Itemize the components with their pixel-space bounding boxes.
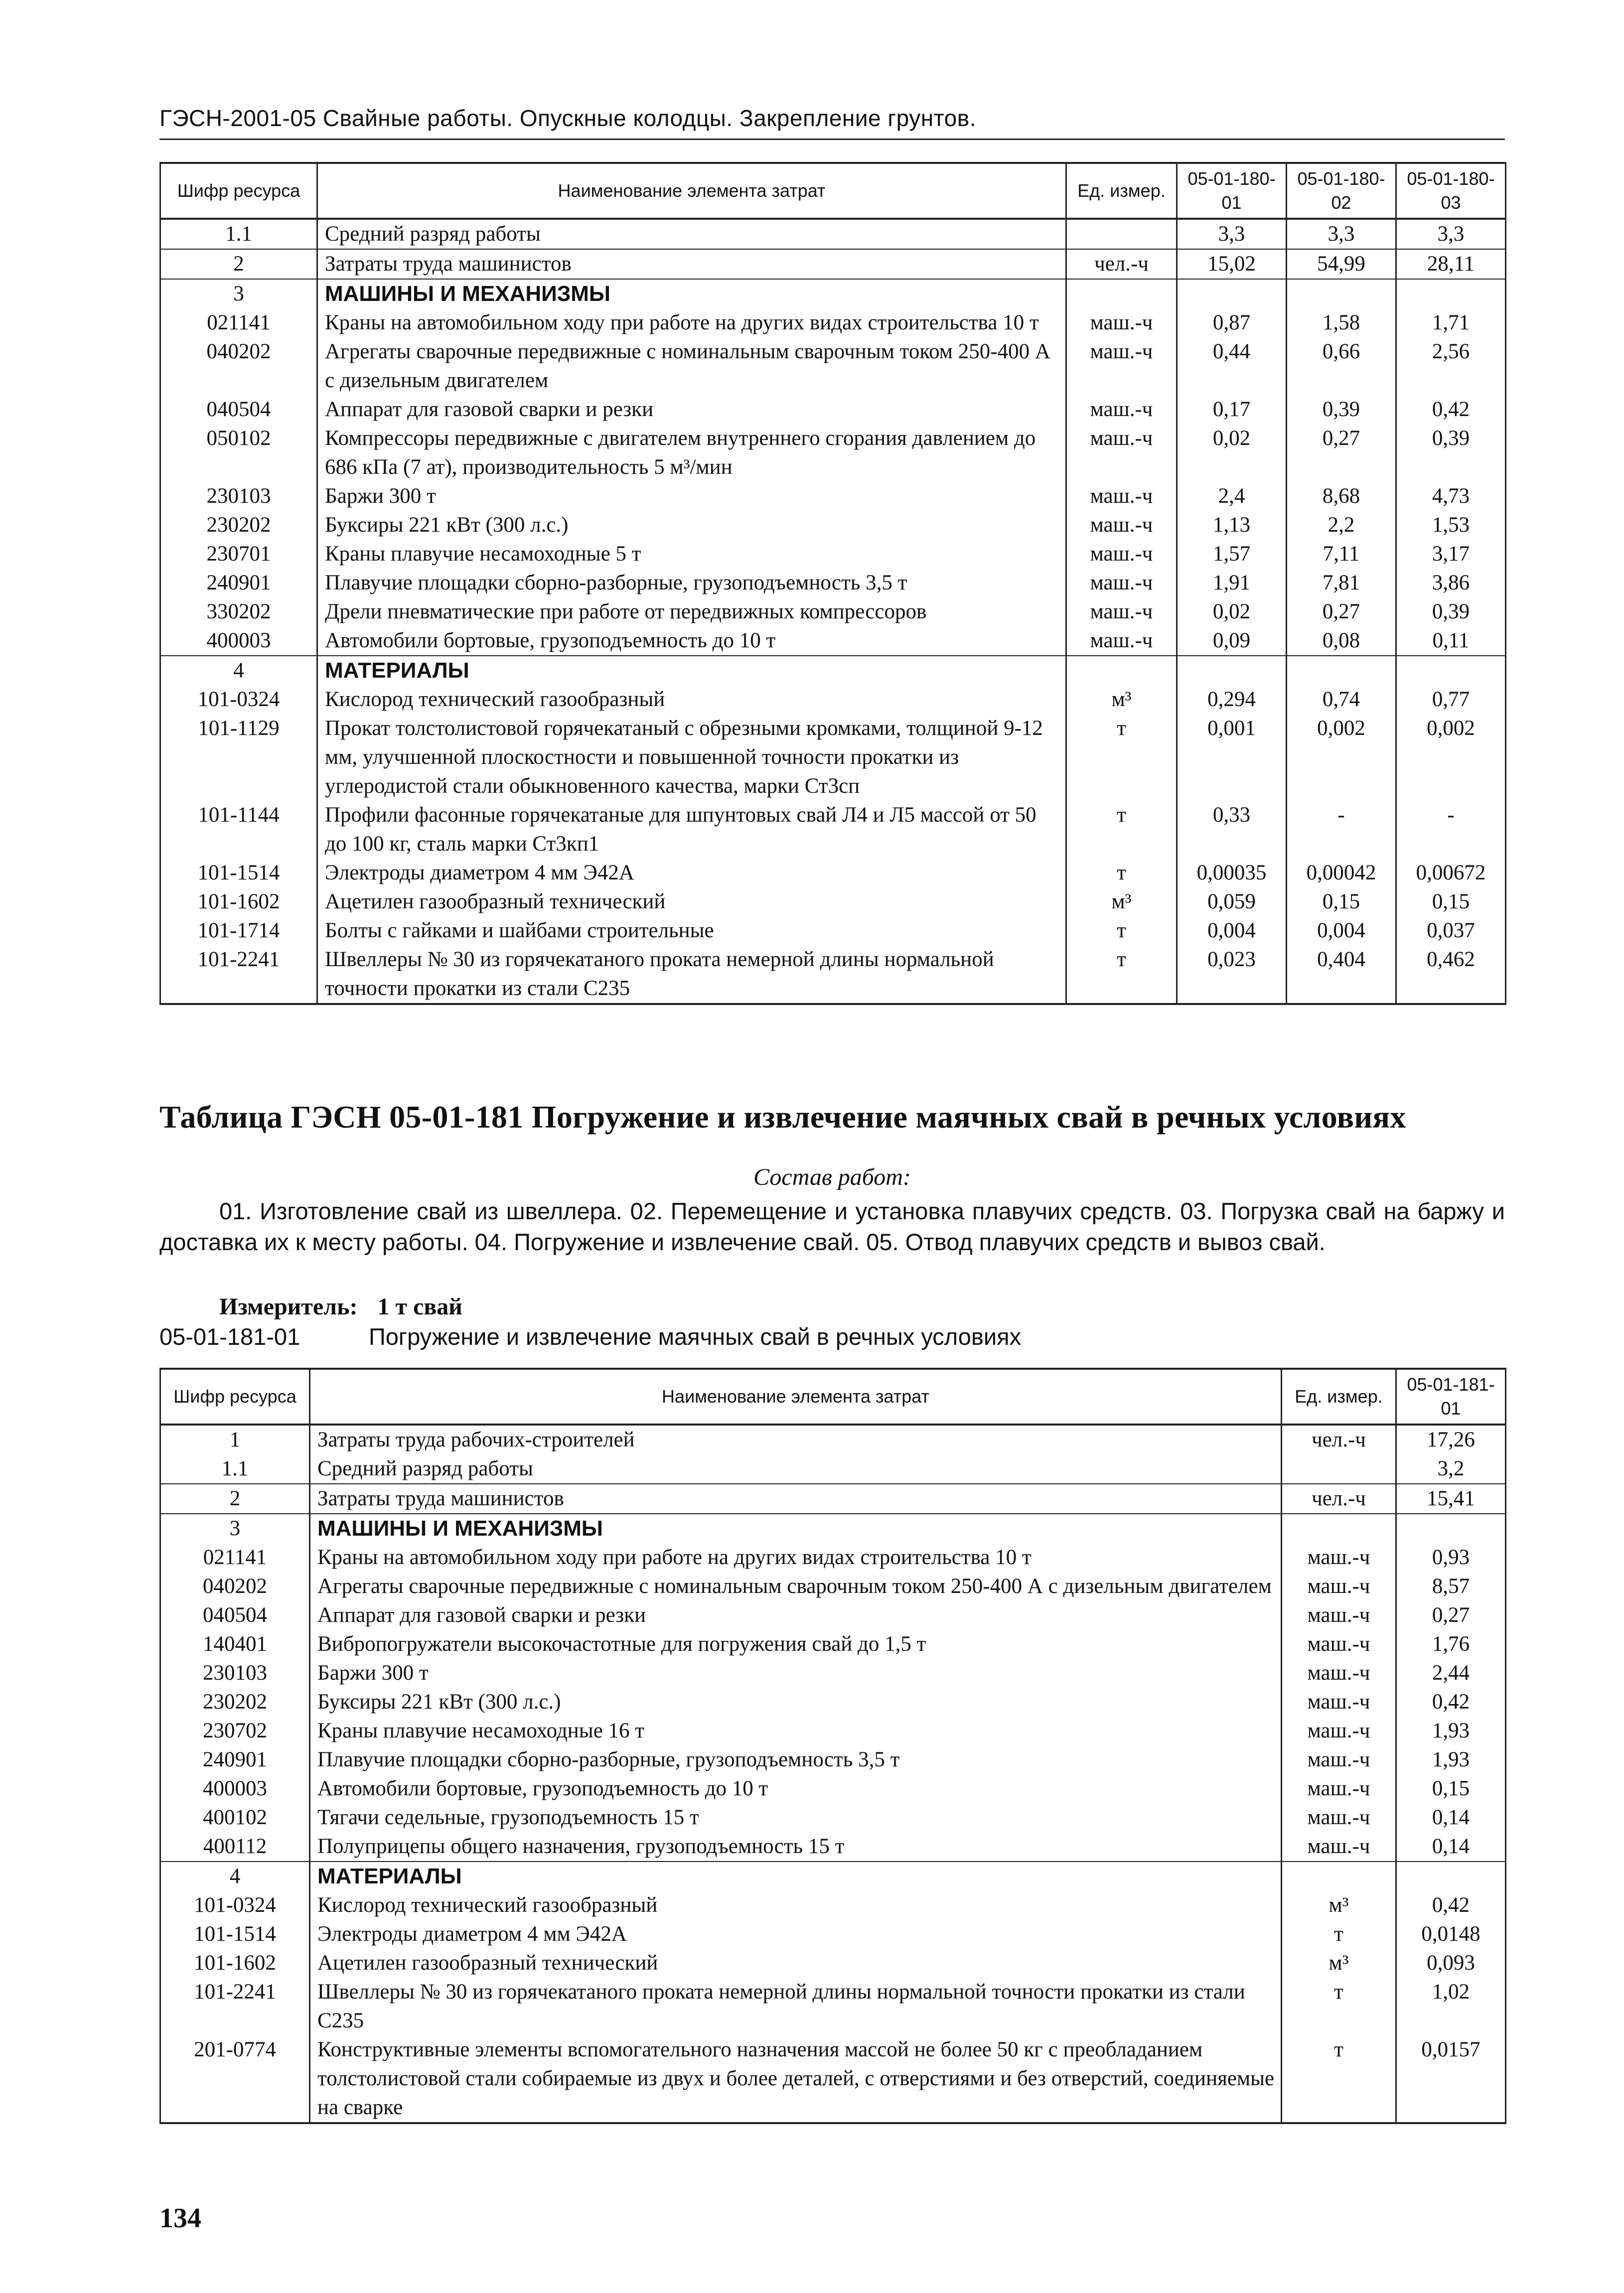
resource-unit: маш.-ч <box>1282 1543 1396 1572</box>
resource-code: 101-0324 <box>160 685 317 714</box>
table-row <box>160 1630 1506 1659</box>
resource-name: Агрегаты сварочные передвижные с номинальным сварочным током 250-400 А с дизельным двигателем <box>310 1572 1282 1601</box>
resource-value: 7,81 <box>1287 569 1396 597</box>
resource-unit: т <box>1066 714 1177 801</box>
resource-value: 0,002 <box>1396 714 1506 801</box>
resource-value: 28,11 <box>1396 249 1506 279</box>
resource-code: 230702 <box>160 1717 310 1745</box>
resource-value: 0,093 <box>1396 1949 1506 1978</box>
resource-value: 2,44 <box>1396 1659 1506 1688</box>
table-row <box>160 1774 1506 1803</box>
resource-code: 4 <box>160 1862 310 1891</box>
resource-code: 230103 <box>160 482 317 511</box>
resource-unit: т <box>1066 801 1177 859</box>
resource-code: 101-1514 <box>160 859 317 887</box>
col-header-name: Наименование элемента затрат <box>317 163 1066 219</box>
resource-name: Электроды диаметром 4 мм Э42А <box>310 1920 1282 1949</box>
table-row <box>160 1454 1506 1484</box>
resource-name: Кислород технический газообразный <box>310 1891 1282 1920</box>
resource-value: 7,11 <box>1287 540 1396 569</box>
resource-code: 101-1602 <box>160 1949 310 1978</box>
resource-unit: маш.-ч <box>1282 1745 1396 1774</box>
resource-name: Ацетилен газообразный технический <box>310 1949 1282 1978</box>
table-row <box>160 685 1506 714</box>
resource-value: 1,93 <box>1396 1745 1506 1774</box>
resource-code: 1.1 <box>160 219 317 249</box>
resource-unit <box>1066 279 1177 308</box>
resource-name: МАТЕРИАЛЫ <box>317 656 1066 685</box>
table-row <box>160 424 1506 482</box>
col-header-180-03: 05-01-180-03 <box>1396 163 1506 219</box>
resource-code: 400102 <box>160 1803 310 1832</box>
resource-name: Вибропогружатели высокочастотные для погружения свай до 1,5 т <box>310 1630 1282 1659</box>
resource-value: 0,15 <box>1287 887 1396 916</box>
section-row <box>160 279 1506 308</box>
resource-value: 4,73 <box>1396 482 1506 511</box>
section-row <box>160 1862 1506 1891</box>
resource-unit: маш.-ч <box>1282 1832 1396 1862</box>
resource-value: 0,11 <box>1396 626 1506 656</box>
table-row <box>160 219 1506 249</box>
resource-value: 0,66 <box>1287 337 1396 395</box>
resource-name: Профили фасонные горячекатаные для шпунтовых свай Л4 и Л5 массой от 50 до 100 кг, сталь марки Ст3кп1 <box>317 801 1066 859</box>
resource-name: Автомобили бортовые, грузоподъемность до 10 т <box>317 626 1066 656</box>
resource-code: 240901 <box>160 569 317 597</box>
resource-code: 101-0324 <box>160 1891 310 1920</box>
resource-code: 400112 <box>160 1832 310 1862</box>
resource-code: 101-1514 <box>160 1920 310 1949</box>
resource-value: 8,68 <box>1287 482 1396 511</box>
resource-value: 1,93 <box>1396 1717 1506 1745</box>
resource-value: 1,76 <box>1396 1630 1506 1659</box>
resource-code: 101-1129 <box>160 714 317 801</box>
resource-code: 101-1714 <box>160 916 317 945</box>
resource-value: 0,023 <box>1177 945 1287 1004</box>
resource-value: 3,3 <box>1177 219 1287 249</box>
resource-code: 230202 <box>160 1688 310 1717</box>
resource-unit: маш.-ч <box>1066 482 1177 511</box>
resource-value: 0,00042 <box>1287 859 1396 887</box>
resource-value: 3,3 <box>1396 219 1506 249</box>
resource-code: 230202 <box>160 511 317 540</box>
table-row <box>160 1659 1506 1688</box>
resource-value: 1,53 <box>1396 511 1506 540</box>
table-row <box>160 569 1506 597</box>
resource-value <box>1396 279 1506 308</box>
resource-value: 1,58 <box>1287 308 1396 337</box>
resource-name: Краны на автомобильном ходу при работе на других видах строительства 10 т <box>310 1543 1282 1572</box>
resource-name: Конструктивные элементы вспомогательного назначения массой не более 50 кг с преобладанием толстолистовой стали собираемые из двух и более деталей, с отверстиями и без отверстий, соединяемые на сварке <box>310 2035 1282 2123</box>
table-row <box>160 249 1506 279</box>
table-body <box>160 1425 1506 2123</box>
section-row <box>160 1514 1506 1543</box>
resource-name: Компрессоры передвижные с двигателем внутреннего сгорания давлением до 686 кПа (7 ат), производительность 5 м³/мин <box>317 424 1066 482</box>
resource-table-181 <box>159 1368 1506 2124</box>
resource-name: Затраты труда рабочих-строителей <box>310 1425 1282 1454</box>
resource-unit: маш.-ч <box>1066 337 1177 395</box>
table-row <box>160 1543 1506 1572</box>
resource-value: 0,27 <box>1287 597 1396 626</box>
measurement-unit <box>219 1293 462 1320</box>
resource-unit: т <box>1282 2035 1396 2123</box>
table-row <box>160 1978 1506 2035</box>
resource-name: Агрегаты сварочные передвижные с номинальным сварочным током 250-400 А с дизельным двигателем <box>317 337 1066 395</box>
table-row <box>160 714 1506 801</box>
resource-name: Кислород технический газообразный <box>317 685 1066 714</box>
resource-name: Затраты труда машинистов <box>317 249 1066 279</box>
resource-code: 040504 <box>160 1601 310 1630</box>
table-row <box>160 1484 1506 1514</box>
resource-unit <box>1066 656 1177 685</box>
resource-name: Швеллеры № 30 из горячекатаного проката немерной длины нормальной точности прокатки из стали С235 <box>310 1978 1282 2035</box>
resource-code: 2 <box>160 1484 310 1514</box>
resource-name: Краны плавучие несамоходные 5 т <box>317 540 1066 569</box>
resource-name: Плавучие площадки сборно-разборные, грузоподъемность 3,5 т <box>310 1745 1282 1774</box>
table-row <box>160 626 1506 656</box>
resource-table-180 <box>159 162 1506 1005</box>
table-row <box>160 395 1506 424</box>
resource-name: Краны плавучие несамоходные 16 т <box>310 1717 1282 1745</box>
table-row <box>160 859 1506 887</box>
resource-unit: чел.-ч <box>1066 249 1177 279</box>
resource-unit: маш.-ч <box>1066 626 1177 656</box>
work-composition-label: Состав работ: <box>753 1164 911 1190</box>
resource-value: 0,002 <box>1287 714 1396 801</box>
resource-unit: маш.-ч <box>1066 569 1177 597</box>
resource-value: 0,42 <box>1396 1688 1506 1717</box>
table-row <box>160 1949 1506 1978</box>
resource-value: 0,77 <box>1396 685 1506 714</box>
table-row <box>160 337 1506 395</box>
resource-value: 2,4 <box>1177 482 1287 511</box>
table-row <box>160 2035 1506 2123</box>
resource-name: Баржи 300 т <box>310 1659 1282 1688</box>
table-row <box>160 540 1506 569</box>
section-title: Таблица ГЭСН 05-01-181 Погружение и извлечение маячных свай в речных условиях <box>159 1099 1406 1135</box>
resource-unit <box>1282 1862 1396 1891</box>
resource-unit: маш.-ч <box>1282 1774 1396 1803</box>
resource-code: 140401 <box>160 1630 310 1659</box>
resource-name: Полуприцепы общего назначения, грузоподъемность 15 т <box>310 1832 1282 1862</box>
resource-value: 0,39 <box>1396 424 1506 482</box>
col-header-code: Шифр ресурса <box>160 1369 310 1425</box>
table-row <box>160 1920 1506 1949</box>
resource-value: 0,17 <box>1177 395 1287 424</box>
table-row <box>160 1425 1506 1454</box>
resource-value: 54,99 <box>1287 249 1396 279</box>
resource-value <box>1287 656 1396 685</box>
resource-name: МАТЕРИАЛЫ <box>310 1862 1282 1891</box>
resource-unit: маш.-ч <box>1282 1803 1396 1832</box>
table-row <box>160 511 1506 540</box>
resource-name: Баржи 300 т <box>317 482 1066 511</box>
resource-name: МАШИНЫ И МЕХАНИЗМЫ <box>317 279 1066 308</box>
resource-name: Буксиры 221 кВт (300 л.с.) <box>317 511 1066 540</box>
resource-value: 0,0157 <box>1396 2035 1506 2123</box>
resource-code: 101-2241 <box>160 1978 310 2035</box>
page-number: 134 <box>159 2203 201 2234</box>
resource-value: 1,57 <box>1177 540 1287 569</box>
resource-value: 0,004 <box>1287 916 1396 945</box>
resource-value: 0,15 <box>1396 887 1506 916</box>
table-row <box>160 1803 1506 1832</box>
resource-value: 17,26 <box>1396 1425 1506 1454</box>
col-header-180-01: 05-01-180-01 <box>1177 163 1287 219</box>
resource-name: Автомобили бортовые, грузоподъемность до 10 т <box>310 1774 1282 1803</box>
resource-unit: м³ <box>1066 685 1177 714</box>
col-header-181-01: 05-01-181-01 <box>1396 1369 1506 1425</box>
resource-code: 101-2241 <box>160 945 317 1004</box>
resource-name: Краны на автомобильном ходу при работе на других видах строительства 10 т <box>317 308 1066 337</box>
table-row <box>160 1745 1506 1774</box>
resource-code: 230103 <box>160 1659 310 1688</box>
norm-subtitle <box>159 1323 1505 1350</box>
table-row <box>160 1832 1506 1862</box>
resource-code: 230701 <box>160 540 317 569</box>
resource-value: 0,001 <box>1177 714 1287 801</box>
resource-unit: маш.-ч <box>1066 308 1177 337</box>
table-row <box>160 1891 1506 1920</box>
table-row <box>160 916 1506 945</box>
resource-code: 021141 <box>160 308 317 337</box>
resource-value: 15,41 <box>1396 1484 1506 1514</box>
resource-value: 0,09 <box>1177 626 1287 656</box>
resource-name: Дрели пневматические при работе от передвижных компрессоров <box>317 597 1066 626</box>
resource-unit: маш.-ч <box>1282 1688 1396 1717</box>
resource-unit: т <box>1282 1920 1396 1949</box>
resource-unit: м³ <box>1066 887 1177 916</box>
resource-value: 0,93 <box>1396 1543 1506 1572</box>
norm-title: Погружение и извлечение маячных свай в речных условиях <box>369 1323 1022 1350</box>
table-header-row <box>160 163 1506 219</box>
resource-name: МАШИНЫ И МЕХАНИЗМЫ <box>310 1514 1282 1543</box>
resource-value <box>1396 1862 1506 1891</box>
resource-value: 0,42 <box>1396 1891 1506 1920</box>
resource-value: 0,27 <box>1287 424 1396 482</box>
table-row <box>160 945 1506 1004</box>
work-composition-text: 01. Изготовление свай из швеллера. 02. Перемещение и установка плавучих средств. 03. Погрузка свай на баржу и доставка их к месту работы. 04. Погружение и извлечение свай. 05. Отвод плавучих средств и вывоз свай. <box>159 1198 1505 1255</box>
resource-name: Электроды диаметром 4 мм Э42А <box>317 859 1066 887</box>
resource-value: 0,14 <box>1396 1832 1506 1862</box>
resource-value: 3,86 <box>1396 569 1506 597</box>
table-header-row <box>160 1369 1506 1425</box>
resource-code: 240901 <box>160 1745 310 1774</box>
resource-value: 0,14 <box>1396 1803 1506 1832</box>
resource-value: 0,39 <box>1396 597 1506 626</box>
resource-value: 3,2 <box>1396 1454 1506 1484</box>
resource-code: 3 <box>160 1514 310 1543</box>
table-row <box>160 1717 1506 1745</box>
resource-code: 1.1 <box>160 1454 310 1484</box>
resource-unit: маш.-ч <box>1282 1572 1396 1601</box>
resource-value: 0,037 <box>1396 916 1506 945</box>
resource-name: Швеллеры № 30 из горячекатаного проката немерной длины нормальной точности прокатки из стали С235 <box>317 945 1066 1004</box>
resource-unit: маш.-ч <box>1066 540 1177 569</box>
resource-value: 0,87 <box>1177 308 1287 337</box>
resource-name: Ацетилен газообразный технический <box>317 887 1066 916</box>
resource-code: 1 <box>160 1425 310 1454</box>
resource-name: Тягачи седельные, грузоподъемность 15 т <box>310 1803 1282 1832</box>
resource-value: - <box>1396 801 1506 859</box>
resource-name: Средний разряд работы <box>310 1454 1282 1484</box>
norm-code: 05-01-181-01 <box>159 1323 300 1350</box>
table-row <box>160 482 1506 511</box>
resource-code: 330202 <box>160 597 317 626</box>
resource-value <box>1177 656 1287 685</box>
meter-value: 1 т свай <box>377 1293 462 1320</box>
table-row <box>160 597 1506 626</box>
resource-unit <box>1282 1514 1396 1543</box>
resource-value: 1,02 <box>1396 1978 1506 2035</box>
resource-value: 0,39 <box>1287 395 1396 424</box>
resource-value: 0,00035 <box>1177 859 1287 887</box>
col-header-unit: Ед. измер. <box>1066 163 1177 219</box>
resource-value: 0,404 <box>1287 945 1396 1004</box>
resource-unit: чел.-ч <box>1282 1425 1396 1454</box>
resource-value: 2,2 <box>1287 511 1396 540</box>
resource-code: 040202 <box>160 337 317 395</box>
resource-unit <box>1282 1454 1396 1484</box>
resource-unit: маш.-ч <box>1066 395 1177 424</box>
resource-value: 0,059 <box>1177 887 1287 916</box>
resource-unit: маш.-ч <box>1282 1659 1396 1688</box>
resource-value: 0,02 <box>1177 424 1287 482</box>
resource-value: 0,462 <box>1396 945 1506 1004</box>
resource-name: Аппарат для газовой сварки и резки <box>317 395 1066 424</box>
resource-value: 0,74 <box>1287 685 1396 714</box>
resource-value: 1,91 <box>1177 569 1287 597</box>
resource-code: 400003 <box>160 1774 310 1803</box>
resource-code: 021141 <box>160 1543 310 1572</box>
table-row <box>160 308 1506 337</box>
resource-value: 0,15 <box>1396 1774 1506 1803</box>
resource-name: Прокат толстолистовой горячекатаный с обрезными кромками, толщиной 9-12 мм, улучшенной плоскостности и повышенной точности прокатки из углеродистой стали обыкновенного качества, марки Ст3сп <box>317 714 1066 801</box>
table-row <box>160 887 1506 916</box>
resource-unit: маш.-ч <box>1282 1601 1396 1630</box>
resource-value: 2,56 <box>1396 337 1506 395</box>
col-header-180-02: 05-01-180-02 <box>1287 163 1396 219</box>
table-row <box>160 801 1506 859</box>
resource-value: 0,08 <box>1287 626 1396 656</box>
resource-value <box>1177 279 1287 308</box>
resource-unit <box>1066 219 1177 249</box>
col-header-name: Наименование элемента затрат <box>310 1369 1282 1425</box>
resource-code: 101-1602 <box>160 887 317 916</box>
table-body <box>160 219 1506 1004</box>
resource-code: 040202 <box>160 1572 310 1601</box>
resource-code: 400003 <box>160 626 317 656</box>
resource-unit: маш.-ч <box>1066 511 1177 540</box>
resource-code: 040504 <box>160 395 317 424</box>
resource-code: 4 <box>160 656 317 685</box>
col-header-unit: Ед. измер. <box>1282 1369 1396 1425</box>
table-row <box>160 1688 1506 1717</box>
resource-unit: т <box>1066 859 1177 887</box>
resource-unit: маш.-ч <box>1282 1630 1396 1659</box>
section-row <box>160 656 1506 685</box>
resource-value: 15,02 <box>1177 249 1287 279</box>
resource-value: - <box>1287 801 1396 859</box>
resource-value: 0,02 <box>1177 597 1287 626</box>
resource-unit: маш.-ч <box>1066 424 1177 482</box>
resource-value: 0,42 <box>1396 395 1506 424</box>
resource-code: 2 <box>160 249 317 279</box>
resource-name: Болты с гайками и шайбами строительные <box>317 916 1066 945</box>
table-row <box>160 1601 1506 1630</box>
resource-code: 3 <box>160 279 317 308</box>
resource-unit: чел.-ч <box>1282 1484 1396 1514</box>
col-header-code: Шифр ресурса <box>160 163 317 219</box>
running-header: ГЭСН-2001-05 Свайные работы. Опускные колодцы. Закрепление грунтов. <box>159 105 1505 140</box>
resource-value: 3,3 <box>1287 219 1396 249</box>
resource-value: 1,13 <box>1177 511 1287 540</box>
resource-value: 8,57 <box>1396 1572 1506 1601</box>
resource-value: 0,27 <box>1396 1601 1506 1630</box>
resource-value: 0,004 <box>1177 916 1287 945</box>
meter-label: Измеритель: <box>219 1293 358 1320</box>
resource-unit: м³ <box>1282 1949 1396 1978</box>
resource-unit: маш.-ч <box>1282 1717 1396 1745</box>
resource-unit: т <box>1066 916 1177 945</box>
resource-value: 0,00672 <box>1396 859 1506 887</box>
resource-unit: маш.-ч <box>1066 597 1177 626</box>
resource-name: Затраты труда машинистов <box>310 1484 1282 1514</box>
resource-code: 101-1144 <box>160 801 317 859</box>
resource-value: 0,294 <box>1177 685 1287 714</box>
table-row <box>160 1572 1506 1601</box>
resource-value: 0,44 <box>1177 337 1287 395</box>
resource-value <box>1396 656 1506 685</box>
resource-value: 1,71 <box>1396 308 1506 337</box>
resource-name: Плавучие площадки сборно-разборные, грузоподъемность 3,5 т <box>317 569 1066 597</box>
resource-value <box>1396 1514 1506 1543</box>
resource-unit: т <box>1282 1978 1396 2035</box>
resource-name: Средний разряд работы <box>317 219 1066 249</box>
resource-value <box>1287 279 1396 308</box>
resource-value: 0,0148 <box>1396 1920 1506 1949</box>
resource-value: 0,33 <box>1177 801 1287 859</box>
resource-code: 050102 <box>160 424 317 482</box>
resource-code: 201-0774 <box>160 2035 310 2123</box>
resource-name: Буксиры 221 кВт (300 л.с.) <box>310 1688 1282 1717</box>
resource-name: Аппарат для газовой сварки и резки <box>310 1601 1282 1630</box>
resource-value: 3,17 <box>1396 540 1506 569</box>
resource-unit: м³ <box>1282 1891 1396 1920</box>
resource-unit: т <box>1066 945 1177 1004</box>
